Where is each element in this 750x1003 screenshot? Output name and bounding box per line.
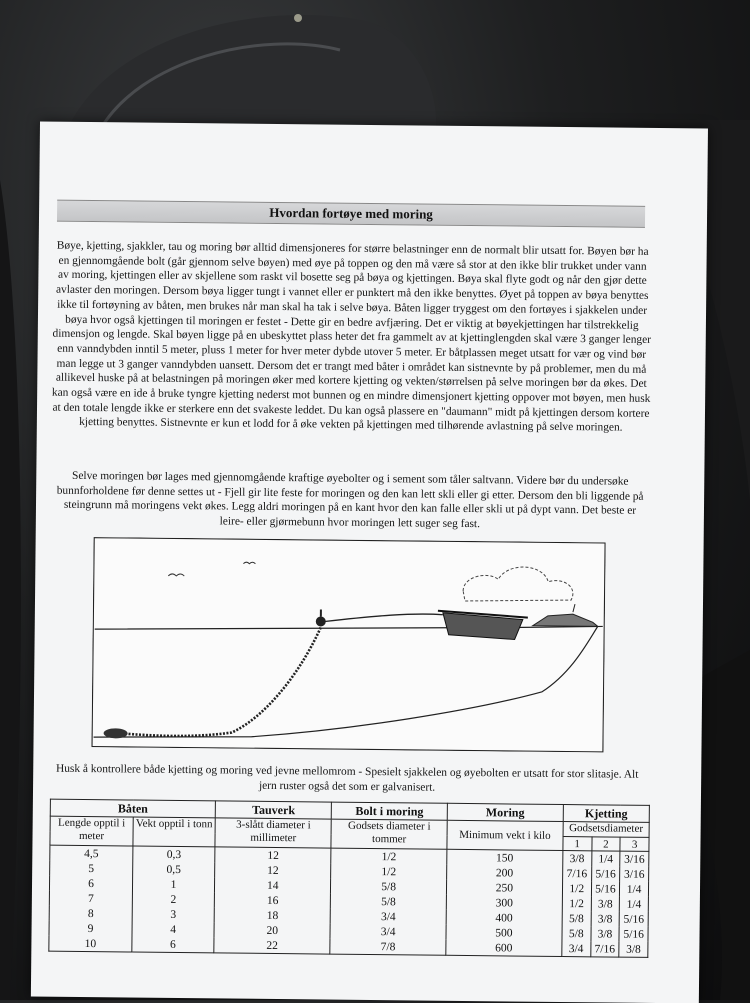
cell-tau: 14 bbox=[215, 877, 331, 893]
header-tauverk: Tauverk bbox=[215, 801, 331, 819]
document-title: Hvordan fortøye med moring bbox=[57, 200, 645, 228]
cell-bolt: 7/8 bbox=[330, 939, 446, 956]
cell-k2: 5/16 bbox=[591, 881, 620, 896]
cell-k3: 3/16 bbox=[620, 851, 649, 867]
header-bolt: Bolt i moring bbox=[332, 802, 448, 820]
paragraph-mooring-block: Selve moringen bør lages med gjennomgående kraftige øyebolter og i sement som tåler saltvann. Videre bør du undersøke bunnforholdene før denne settes ut - Fjell gir lite feste for moringen og den kan lett skli eller gi etter. Dersom den bli liggende på steingrunn må moringens vekt økes. Legg aldri moringen på en kant hvor den kan falle eller skli ut på dypt vann. Det beste er leire- eller gjørmebunn hvor moringen lett suger seg fast. bbox=[56, 469, 644, 531]
cell-k3: 1/4 bbox=[620, 897, 649, 912]
cell-k1: 1/2 bbox=[562, 881, 591, 896]
subheader-vekt: Vekt opptil i tonn bbox=[133, 817, 215, 847]
cell-vekt: 6 bbox=[132, 937, 214, 953]
cell-moring: 500 bbox=[446, 925, 562, 941]
cell-k1: 3/4 bbox=[562, 941, 591, 957]
cell-k2: 5/16 bbox=[591, 866, 620, 881]
cell-bolt: 5/8 bbox=[331, 879, 447, 895]
mooring-spec-table bbox=[48, 799, 650, 958]
cell-k3: 3/8 bbox=[619, 942, 648, 958]
cell-vekt: 3 bbox=[132, 907, 214, 923]
cell-bolt: 3/4 bbox=[331, 909, 447, 925]
cell-bolt: 3/4 bbox=[330, 924, 446, 940]
cell-k1: 7/16 bbox=[562, 866, 591, 881]
document-sheet bbox=[31, 122, 708, 1003]
cell-moring: 400 bbox=[446, 910, 562, 926]
cell-lengde: 7 bbox=[49, 891, 132, 907]
cell-k1: 5/8 bbox=[562, 911, 591, 926]
cell-k2: 3/8 bbox=[591, 926, 620, 941]
cell-tau: 20 bbox=[214, 922, 330, 938]
cell-lengde: 9 bbox=[49, 921, 132, 937]
cell-bolt: 1/2 bbox=[331, 848, 447, 865]
paragraph-inspection: Husk å kontrollere både kjetting og moring ved jevne mellomrom - Spesielt sjakkelen og øyebolten er utsatt for stor slitasje. Alt jern ruster også det som er galvanisert. bbox=[55, 762, 639, 794]
cell-moring: 150 bbox=[447, 849, 563, 866]
cell-vekt: 4 bbox=[132, 922, 214, 938]
cell-tau: 18 bbox=[214, 907, 330, 923]
cell-vekt: 1 bbox=[132, 877, 214, 893]
cell-moring: 250 bbox=[446, 880, 562, 896]
cell-k2: 7/16 bbox=[590, 941, 619, 957]
cell-lengde: 6 bbox=[49, 876, 132, 892]
cell-k1: 1/2 bbox=[562, 896, 591, 911]
cell-k2: 3/8 bbox=[591, 911, 620, 926]
cell-k2: 1/4 bbox=[591, 851, 620, 867]
cell-k2: 3/8 bbox=[591, 896, 620, 911]
cell-moring: 600 bbox=[446, 940, 562, 957]
cell-lengde: 8 bbox=[49, 906, 132, 922]
subheader-k2: 2 bbox=[591, 837, 620, 851]
cell-vekt: 0,3 bbox=[133, 846, 215, 862]
cell-vekt: 0,5 bbox=[133, 862, 215, 878]
subheader-bolt: Godsets diameter i tommer bbox=[331, 819, 447, 849]
cell-bolt: 5/8 bbox=[331, 894, 447, 910]
header-baten: Båten bbox=[50, 799, 215, 818]
table-body bbox=[49, 845, 649, 957]
cell-tau: 12 bbox=[215, 847, 331, 864]
paragraph-buoy-chain: Bøye, kjetting, sjakkler, tau og moring bør alltid dimensjoneres for større belastninger enn de normalt blir utsatt for. Bøyen bør ha en gjennomgående bolt (går gjennom selve bøyen) med øye på toppen og den må være så stor at den ikke blir trukket under vann av moring, kjettingen eller av skjellene som raskt vil bosette seg på bøya og kjettingen. Bøya skal flyte godt og når den gjør dette avlaster den moringen. Dersom bøya ligger tungt i vannet eller er punktert må den ikke benyttes. Øyet på toppen av bøya benyttes ikke til fortøyning av båten, men brukes når man skal ha tak i selve bøya. Båten ligger tryggest om den fortøyes i sjakkelen under bøya hvor også kjettingen til moringen er festet - Dette gir en bedre avfjæring. Det er viktig at bøyekjettingen har tilstrekkelig dimensjon og lengde. Skal bøyen ligge på en ubeskyttet plass heter det fra gammelt av at kjettinglengden skal være 3 ganger lenger enn vanndybden inntil 5 meter, pluss 1 meter for hver meter dybde utover 5 meter. Er båtplassen meget utsatt for vær og vind bør man legge ut 3 ganger vanndybden uansett. Dersom det er trangt med båter i området kan sistnevnte by på problemer, men du må allikevel huske på at belastningen på moringen øker med kortere kjetting og vekten/størrelsen på selve moringen bør da økes. Det kan også være en ide å bruke tyngre kjetting nederst mot bunnen og en mindre dimensjonert kjetting oppover mot bøyen, men husk at den totale lengde ikke er sterkere enn det svakeste leddet. Du kan også plassere en "daumann" midt på kjettingen dersom kortere kjetting benyttes. Sistnevnte er kun et lodd for å øke vekten på kjettingen med tilhørende avlastning på selve moringen. bbox=[51, 239, 652, 435]
subheader-lengde: Lengde opptil i meter bbox=[50, 816, 133, 846]
subheader-moring: Minimum vekt i kilo bbox=[447, 820, 563, 850]
cell-tau: 12 bbox=[215, 862, 331, 878]
header-moring: Moring bbox=[447, 803, 563, 821]
header-kjetting: Kjetting bbox=[563, 805, 649, 823]
cell-k3: 5/16 bbox=[619, 912, 648, 927]
cell-k1: 5/8 bbox=[562, 926, 591, 941]
mooring-illustration bbox=[91, 537, 605, 752]
cell-tau: 22 bbox=[214, 937, 330, 954]
cell-lengde: 5 bbox=[50, 861, 133, 877]
cell-moring: 200 bbox=[446, 865, 562, 881]
cell-k3: 1/4 bbox=[620, 882, 649, 897]
cell-lengde: 4,5 bbox=[50, 845, 133, 861]
subheader-kjetting: Godsetsdiameter bbox=[563, 822, 649, 838]
cell-vekt: 2 bbox=[132, 892, 214, 908]
cell-k1: 3/8 bbox=[563, 851, 592, 867]
subheader-k3: 3 bbox=[620, 837, 649, 851]
cell-moring: 300 bbox=[446, 895, 562, 911]
cell-tau: 16 bbox=[214, 892, 330, 908]
subheader-tauverk: 3-slått diameter i millimeter bbox=[215, 818, 332, 848]
cell-lengde: 10 bbox=[49, 936, 132, 952]
subheader-k1: 1 bbox=[563, 837, 592, 851]
cell-k3: 3/16 bbox=[620, 867, 649, 882]
cell-bolt: 1/2 bbox=[331, 864, 447, 880]
cell-k3: 5/16 bbox=[619, 927, 648, 942]
